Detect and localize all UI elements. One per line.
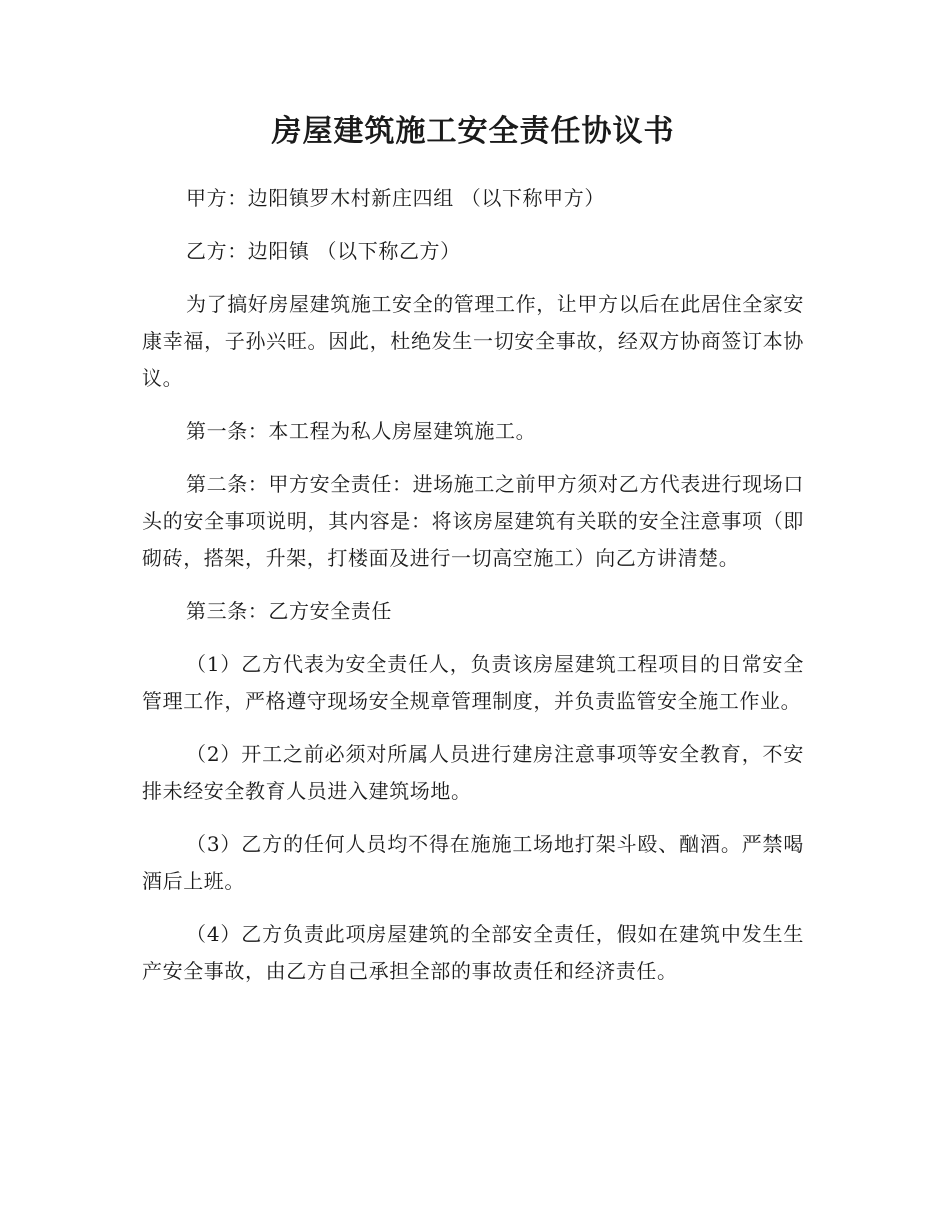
article-2: 第二条：甲方安全责任：进场施工之前甲方须对乙方代表进行现场口头的安全事项说明，其内容是：将该房屋建筑有关联的安全注意事项（即砌砖，搭架，升架，打楼面及进行一切高空施工）向乙方讲清楚。 [142, 472, 804, 570]
party-b-line: 乙方：边阳镇 （以下称乙方） [186, 239, 461, 263]
document-title: 房屋建筑施工安全责任协议书 [271, 114, 675, 149]
article-3-item-3: （3）乙方的任何人员均不得在施施工场地打架斗殴、酗酒。严禁喝酒后上班。 [142, 832, 804, 893]
intro-paragraph: 为了搞好房屋建筑施工安全的管理工作，让甲方以后在此居住全家安康幸福，子孙兴旺。因此，杜绝发生一切安全事故，经双方协商签订本协议。 [142, 292, 804, 390]
article-3-item-2: （2）开工之前必须对所属人员进行建房注意事项等安全教育，不安排未经安全教育人员进入建筑场地。 [142, 742, 804, 803]
article-1: 第一条：本工程为私人房屋建筑施工。 [186, 419, 537, 443]
article-3-item-1: （1）乙方代表为安全责任人，负责该房屋建筑工程项目的日常安全管理工作，严格遵守现场安全规章管理制度，并负责监管安全施工作业。 [142, 652, 804, 713]
document-page [142, 108, 804, 1006]
article-3-item-4: （4）乙方负责此项房屋建筑的全部安全责任，假如在建筑中发生生产安全事故，由乙方自己承担全部的事故责任和经济责任。 [142, 922, 804, 983]
party-a-line: 甲方：边阳镇罗木村新庄四组 （以下称甲方） [186, 186, 605, 210]
article-3-heading: 第三条：乙方安全责任 [186, 599, 392, 623]
